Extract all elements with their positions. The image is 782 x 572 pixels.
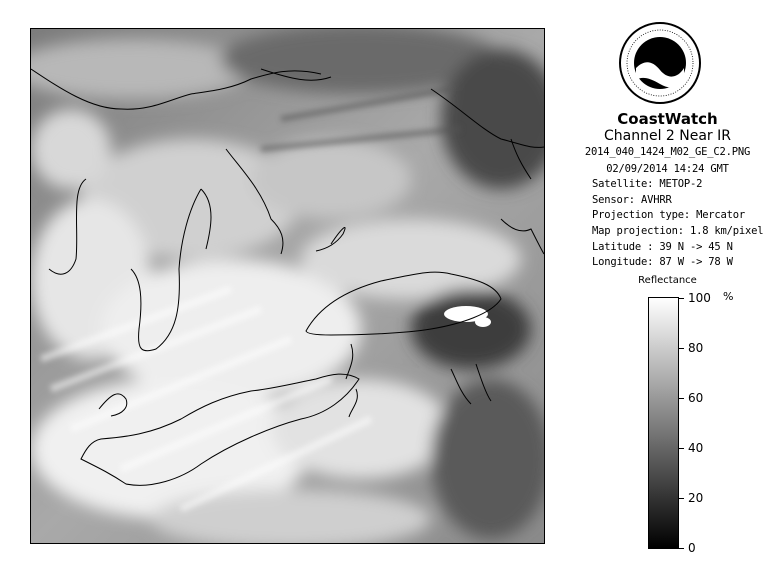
- reflectance-label: Reflectance: [638, 275, 697, 286]
- colorbar-tick-label: 60: [688, 391, 704, 405]
- colorbar-tick-label: 20: [688, 491, 704, 505]
- brand-title: CoastWatch: [617, 110, 718, 128]
- info-panel: [560, 20, 775, 560]
- noaa-logo-icon: [618, 20, 702, 106]
- satellite-image: [30, 28, 545, 544]
- filename: 2014_040_1424_M02_GE_C2.PNG: [584, 146, 751, 158]
- colorbar-tick: [678, 448, 684, 449]
- colorbar-tick-label: 40: [688, 441, 704, 455]
- map-projection: Map projection: 1.8 km/pixel: [592, 225, 764, 237]
- channel-label: Channel 2 Near IR: [603, 128, 731, 144]
- colorbar-tick: [678, 298, 684, 299]
- latitude-range: Latitude : 39 N -> 45 N: [592, 241, 733, 253]
- satellite-info: Satellite: METOP-2: [592, 178, 703, 190]
- longitude-range: Longitude: 87 W -> 78 W: [592, 256, 733, 268]
- colorbar-tick: [678, 498, 684, 499]
- colorbar-tick-label: 100: [688, 291, 711, 305]
- colorbar-tick: [678, 348, 684, 349]
- reflectance-colorbar: [648, 297, 679, 549]
- datetime: 02/09/2014 14:24 GMT: [606, 163, 729, 175]
- projection-type: Projection type: Mercator: [592, 209, 746, 221]
- colorbar-unit: %: [723, 290, 734, 303]
- colorbar-tick: [678, 398, 684, 399]
- sensor-info: Sensor: AVHRR: [592, 194, 672, 206]
- colorbar-tick-label: 0: [688, 541, 696, 555]
- colorbar-tick: [678, 548, 684, 549]
- colorbar-tick-label: 80: [688, 341, 704, 355]
